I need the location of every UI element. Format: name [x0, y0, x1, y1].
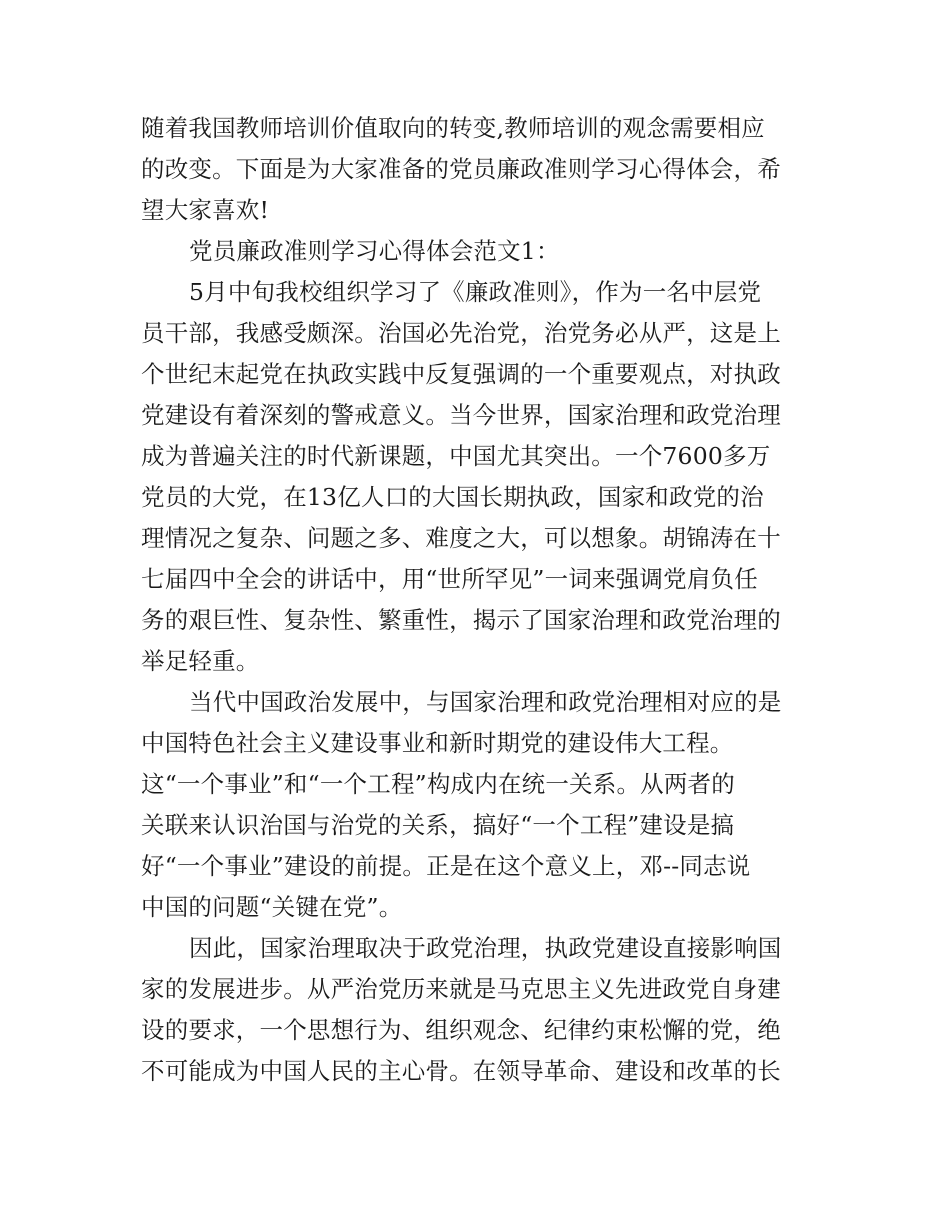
text-line: 党员廉政准则学习心得体会范文1： — [189, 237, 560, 265]
text-line: 5月中旬我校组织学习了《廉政准则》，作为一名中层党 — [189, 278, 762, 306]
text-line: 这“一个事业”和“一个工程”构成内在统一关系。从两者的 — [141, 770, 735, 798]
text-line: 家的发展进步。从严治党历来就是马克思主义先进政党自身建 — [141, 975, 781, 1003]
text-line: 因此，国家治理取决于政党治理，执政党建设直接影响国 — [189, 934, 782, 962]
text-line: 当代中国政治发展中，与国家治理和政党治理相对应的是 — [189, 688, 782, 716]
text-line: 的改变。下面是为大家准备的党员廉政准则学习心得体会，希 — [141, 155, 781, 183]
text-line: 务的艰巨性、复杂性、繁重性，揭示了国家治理和政党治理的 — [141, 606, 781, 634]
text-line: 中国特色社会主义建设事业和新时期党的建设伟大工程。 — [141, 729, 734, 757]
text-line: 好“一个事业”建设的前提。正是在这个意义上，邓--同志说 — [141, 852, 751, 880]
text-line: 理情况之复杂、问题之多、难度之大，可以想象。胡锦涛在十 — [141, 524, 781, 552]
text-line: 党建设有着深刻的警戒意义。当今世界，国家治理和政党治理 — [141, 401, 781, 429]
text-line: 关联来认识治国与治党的关系，搞好“一个工程”建设是搞 — [141, 811, 735, 839]
text-line: 随着我国教师培训价值取向的转变,教师培训的观念需要相应 — [141, 114, 765, 142]
text-line: 设的要求，一个思想行为、组织观念、纪律约束松懈的党，绝 — [141, 1016, 781, 1044]
document-body — [141, 108, 821, 1092]
text-line: 员干部，我感受颇深。治国必先治党，治党务必从严，这是上 — [141, 319, 781, 347]
text-line: 七届四中全会的讲话中，用“世所罕见”一词来强调党肩负任 — [141, 565, 758, 593]
text-line: 中国的问题“关键在党”。 — [141, 893, 403, 921]
text-line: 成为普遍关注的时代新课题，中国尤其突出。一个7600多万 — [141, 442, 771, 470]
text-line: 望大家喜欢! — [141, 196, 270, 224]
text-line: 举足轻重。 — [141, 647, 260, 675]
text-line: 个世纪末起党在执政实践中反复强调的一个重要观点，对执政 — [141, 360, 781, 388]
text-line: 不可能成为中国人民的主心骨。在领导革命、建设和改革的长 — [141, 1057, 781, 1085]
text-line: 党员的大党，在13亿人口的大国长期执政，国家和政党的治 — [141, 483, 764, 511]
